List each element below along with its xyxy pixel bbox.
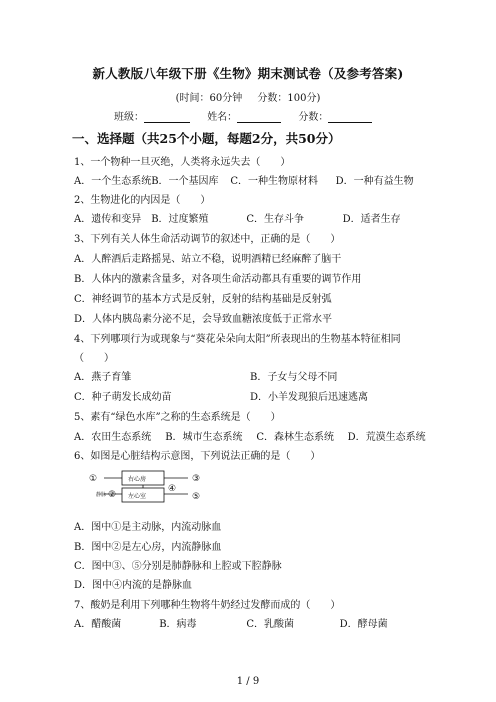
question-7-options [74, 615, 388, 630]
name-label: 姓名： [207, 112, 238, 123]
score-blank[interactable] [328, 111, 372, 123]
label-5: ⑤ [192, 492, 201, 502]
question-7: 7、酸奶是利用下列哪种生物将牛奶经过发酵而成的（ ） [74, 600, 341, 611]
q1-option-a: A．一个生态系统 [74, 176, 152, 187]
question-5-options [74, 428, 426, 443]
q1-option-c: C．一种生物原材料 [230, 176, 319, 187]
heart-structure-diagram [88, 470, 218, 506]
q2-option-d: D．适者生存 [342, 214, 401, 225]
q2-option-c: C．生存斗争 [246, 214, 305, 225]
exam-meta [0, 89, 496, 104]
q6-option-b: B．图中②是左心房，内流静脉血 [74, 542, 222, 553]
label-3: ③ [192, 474, 201, 484]
label-left-ventricle: 左心室 [128, 493, 147, 500]
q4-option-a: A．燕子育雏 [74, 372, 132, 383]
q3-option-d: D．人体内胰岛素分泌不足，会导致血糖浓度低于正常水平 [74, 314, 333, 325]
q6-option-d: D．图中④内流的是静脉血 [74, 580, 193, 591]
class-label: 班级： [114, 112, 144, 123]
section-title: 一、选择题（共25个小题，每题2分，共50分） [72, 131, 341, 146]
q5-option-c: C．森林生态系统 [256, 432, 335, 443]
q3-option-a: A．人醉酒后走路摇晃、站立不稳，说明酒精已经麻醉了脑干 [74, 254, 342, 265]
q7-option-a: A．醋酸菌 [74, 619, 122, 630]
q7-option-b: B．病毒 [159, 619, 197, 630]
score-label: 分数： [298, 112, 329, 123]
q2-option-a: A．遗传和变异 [74, 214, 142, 225]
question-4-paren: （ ） [74, 353, 114, 364]
question-4: 4、下列哪项行为或现象与“葵花朵朵向太阳”所表现出的生物基本特征相同 [74, 334, 401, 345]
question-3: 3、下列有关人体生命活动调节的叙述中，正确的是（ ） [74, 234, 341, 245]
label-4: ④ [168, 484, 177, 494]
question-2-options [74, 210, 401, 225]
question-1: 1、一个物种一旦灭绝，人类将永远失去（ ） [74, 157, 291, 168]
q5-option-b: B．城市生态系统 [165, 432, 243, 443]
exam-total-score: 分数：100分) [257, 93, 321, 104]
question-1-options [74, 172, 414, 187]
page-title: 新人教版八年级下册《生物》期末测试卷（及参考答案) [92, 66, 404, 81]
name-blank[interactable] [237, 111, 281, 123]
q6-option-c: C．图中③、⑤分别是肺静脉和上腔或下腔静脉 [74, 561, 282, 572]
label-2: ② [108, 490, 117, 500]
q7-option-c: C．乳酸菌 [246, 619, 295, 630]
class-blank[interactable] [144, 111, 190, 123]
q1-option-d: D．一种有益生物 [335, 176, 414, 187]
q5-option-d: D．荒漠生态系统 [347, 432, 426, 443]
question-2: 2、生物进化的内因是（ ） [74, 195, 211, 206]
q4-option-b: B．子女与父母不同 [250, 372, 338, 383]
q2-option-b: B．过度繁殖 [151, 214, 209, 225]
label-right-atrium: 右心房 [128, 476, 147, 483]
q3-option-b: B．人体内的激素含量多，对各项生命活动都具有重要的调节作用 [74, 274, 362, 285]
q4-option-d: D．小羊发现狼后迅速逃离 [250, 392, 369, 403]
label-vein: 静脉 [96, 492, 107, 498]
q5-option-a: A．农田生态系统 [74, 432, 152, 443]
q6-option-a: A．图中①是主动脉，内流动脉血 [74, 522, 222, 533]
q4-option-c: C．种子萌发长成幼苗 [74, 392, 172, 403]
label-1: ① [89, 474, 98, 484]
student-info-fields [114, 108, 386, 123]
q3-option-c: C．神经调节的基本方式是反射，反射的结构基础是反射弧 [74, 294, 332, 305]
question-6: 6、如图是心脏结构示意图，下列说法正确的是（ ） [74, 451, 321, 462]
question-5: 5、素有“绿色水库”之称的生态系统是（ ） [74, 412, 281, 423]
exam-time: (时间：60分钟 [175, 93, 243, 104]
q1-option-b: B．一个基因库 [151, 176, 219, 187]
page-number: 1 / 9 [236, 676, 260, 687]
q7-option-d: D．酵母菌 [339, 619, 388, 630]
